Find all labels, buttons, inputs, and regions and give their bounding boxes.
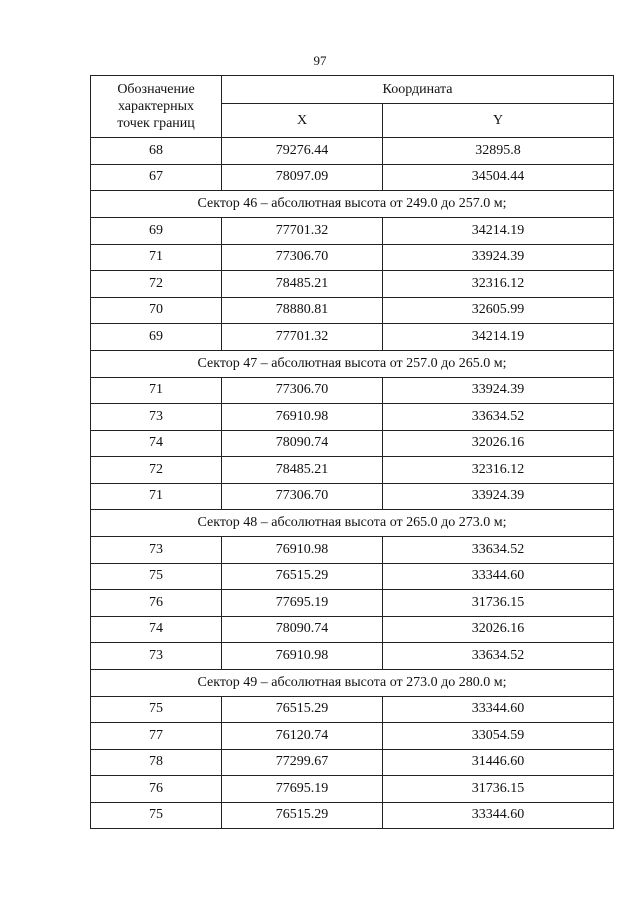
point-cell: 76 [91, 776, 222, 803]
point-cell: 78 [91, 749, 222, 776]
x-cell: 79276.44 [222, 138, 383, 165]
table-row [91, 164, 614, 191]
x-cell: 77306.70 [222, 244, 383, 271]
x-cell: 77701.32 [222, 218, 383, 245]
table-row [91, 749, 614, 776]
table-row [91, 483, 614, 510]
x-cell: 77701.32 [222, 324, 383, 351]
x-cell: 78485.21 [222, 271, 383, 298]
y-cell: 33924.39 [383, 483, 614, 510]
sector-label: Сектор 48 – абсолютная высота от 265.0 до 273.0 м; [91, 510, 614, 537]
table-row [91, 430, 614, 457]
table-row [91, 404, 614, 431]
header-designation [91, 76, 222, 138]
point-cell: 69 [91, 218, 222, 245]
x-cell: 77695.19 [222, 590, 383, 617]
table-row [91, 643, 614, 670]
y-cell: 33634.52 [383, 643, 614, 670]
y-cell: 32605.99 [383, 297, 614, 324]
sector-label: Сектор 49 – абсолютная высота от 273.0 до 280.0 м; [91, 669, 614, 696]
x-cell: 76515.29 [222, 802, 383, 829]
table-row [91, 590, 614, 617]
point-cell: 73 [91, 404, 222, 431]
y-cell: 31736.15 [383, 776, 614, 803]
point-cell: 76 [91, 590, 222, 617]
table-row [91, 802, 614, 829]
x-cell: 77306.70 [222, 483, 383, 510]
x-cell: 77695.19 [222, 776, 383, 803]
y-cell: 33344.60 [383, 563, 614, 590]
x-cell: 76515.29 [222, 563, 383, 590]
point-cell: 74 [91, 616, 222, 643]
y-cell: 31736.15 [383, 590, 614, 617]
y-cell: 33924.39 [383, 244, 614, 271]
point-cell: 72 [91, 457, 222, 484]
point-cell: 73 [91, 537, 222, 564]
sector-label: Сектор 46 – абсолютная высота от 249.0 до 257.0 м; [91, 191, 614, 218]
point-cell: 68 [91, 138, 222, 165]
x-cell: 78880.81 [222, 297, 383, 324]
sector-row [91, 669, 614, 696]
point-cell: 71 [91, 244, 222, 271]
coordinates-table [90, 75, 614, 829]
y-cell: 34214.19 [383, 218, 614, 245]
x-cell: 78485.21 [222, 457, 383, 484]
table-row [91, 297, 614, 324]
sector-row [91, 191, 614, 218]
x-cell: 76120.74 [222, 723, 383, 750]
table-row [91, 723, 614, 750]
point-cell: 71 [91, 483, 222, 510]
table-row [91, 377, 614, 404]
point-cell: 75 [91, 563, 222, 590]
y-cell: 33344.60 [383, 696, 614, 723]
x-cell: 77299.67 [222, 749, 383, 776]
x-cell: 76910.98 [222, 537, 383, 564]
sector-label: Сектор 47 – абсолютная высота от 257.0 до 265.0 м; [91, 350, 614, 377]
point-cell: 74 [91, 430, 222, 457]
y-cell: 33054.59 [383, 723, 614, 750]
x-cell: 78090.74 [222, 616, 383, 643]
table-row [91, 244, 614, 271]
y-cell: 34214.19 [383, 324, 614, 351]
y-cell: 33344.60 [383, 802, 614, 829]
header-designation-line3: точек границ [117, 116, 195, 131]
y-cell: 33634.52 [383, 537, 614, 564]
y-cell: 34504.44 [383, 164, 614, 191]
table-row [91, 218, 614, 245]
header-designation-line1: Обозначение [117, 82, 195, 97]
table-row [91, 138, 614, 165]
point-cell: 75 [91, 802, 222, 829]
table-row [91, 537, 614, 564]
point-cell: 75 [91, 696, 222, 723]
header-y: Y [383, 104, 614, 138]
y-cell: 32026.16 [383, 430, 614, 457]
table-row [91, 563, 614, 590]
table-row [91, 776, 614, 803]
table-row [91, 616, 614, 643]
y-cell: 33634.52 [383, 404, 614, 431]
header-x: X [222, 104, 383, 138]
y-cell: 33924.39 [383, 377, 614, 404]
x-cell: 76515.29 [222, 696, 383, 723]
point-cell: 77 [91, 723, 222, 750]
x-cell: 78097.09 [222, 164, 383, 191]
point-cell: 71 [91, 377, 222, 404]
x-cell: 78090.74 [222, 430, 383, 457]
y-cell: 32316.12 [383, 457, 614, 484]
y-cell: 32026.16 [383, 616, 614, 643]
page-number: 97 [313, 53, 327, 68]
table-row [91, 696, 614, 723]
point-cell: 67 [91, 164, 222, 191]
point-cell: 70 [91, 297, 222, 324]
y-cell: 31446.60 [383, 749, 614, 776]
table-row [91, 324, 614, 351]
y-cell: 32316.12 [383, 271, 614, 298]
table-row [91, 271, 614, 298]
sector-row [91, 350, 614, 377]
table-body [91, 138, 614, 829]
x-cell: 76910.98 [222, 643, 383, 670]
x-cell: 77306.70 [222, 377, 383, 404]
point-cell: 73 [91, 643, 222, 670]
table-row [91, 457, 614, 484]
header-designation-line2: характерных [117, 99, 195, 114]
sector-row [91, 510, 614, 537]
y-cell: 32895.8 [383, 138, 614, 165]
header-coordinate: Координата [222, 76, 614, 104]
point-cell: 72 [91, 271, 222, 298]
table-header [91, 76, 614, 138]
point-cell: 69 [91, 324, 222, 351]
x-cell: 76910.98 [222, 404, 383, 431]
